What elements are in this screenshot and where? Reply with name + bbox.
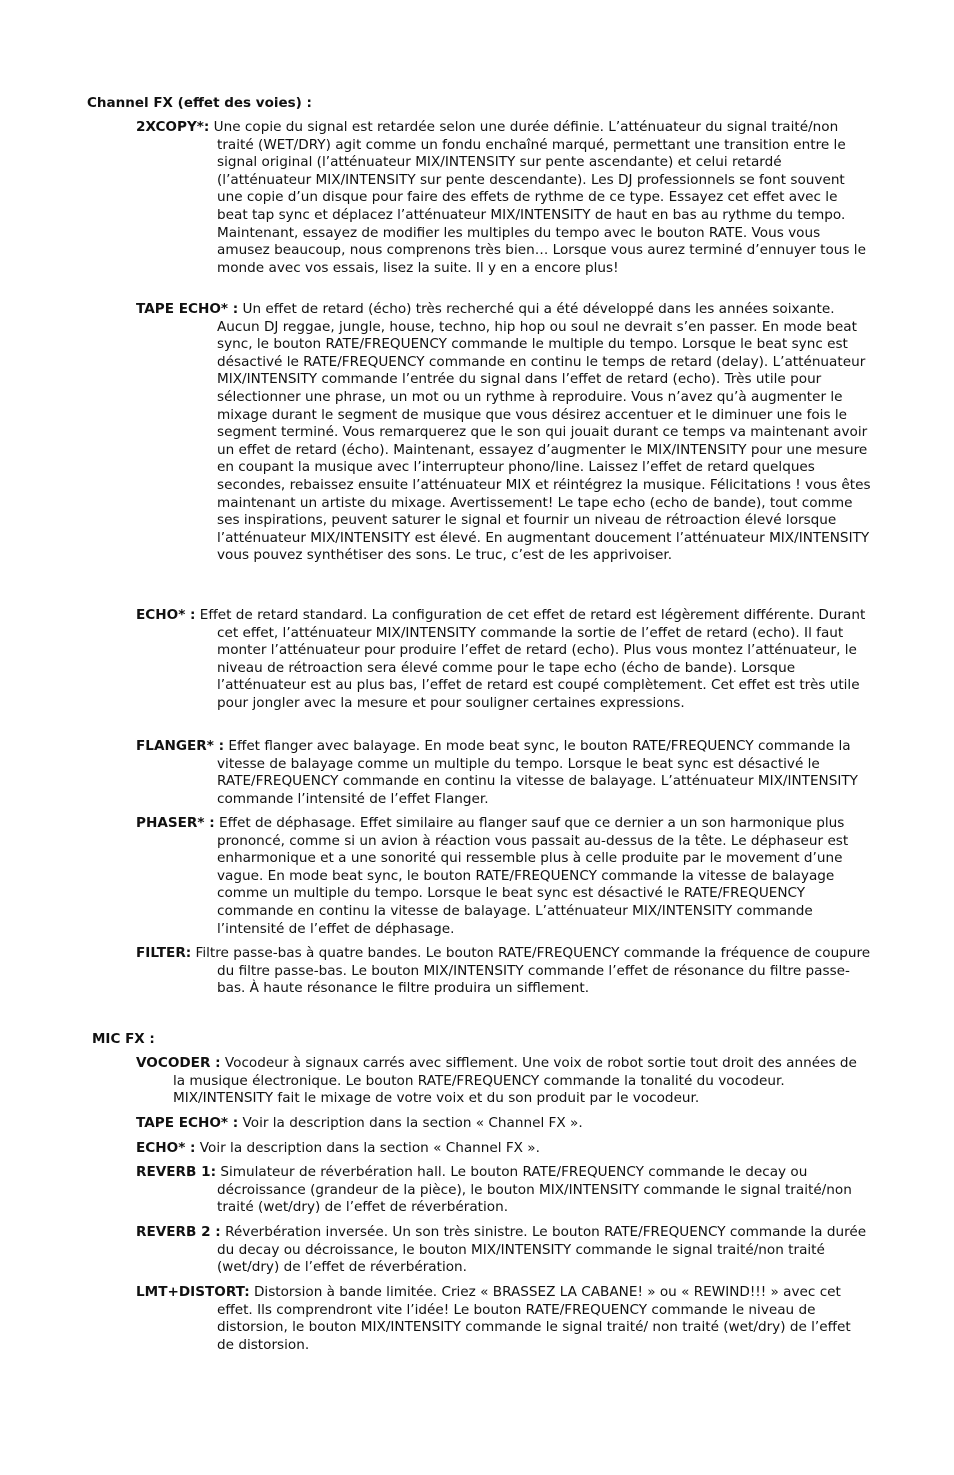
entry-text: Simulateur de réverbération hall. Le bouton RATE/FREQUENCY commande le decay ou décroissance (grandeur de la pièce), le bouton MIX/INTENSITY commande le signal traité/non traité (wet/dry) de l’effet de réverbération. [216, 1164, 852, 1216]
section-title-mic-fx: MIC FX : [92, 1031, 155, 1047]
entry-vocoder [136, 1055, 871, 1108]
entry-lmt-distort [136, 1284, 871, 1354]
entry-term: 2XCOPY*: [136, 119, 210, 135]
entry-text: Réverbération inversée. Un son très sinistre. Le bouton RATE/FREQUENCY commande la durée du decay ou décroissance, le bouton MIX/INTENSITY commande le signal traité/non traité (wet/dry) de l’effet de réverbération. [217, 1224, 867, 1276]
entry-text: Effet de déphasage. Effet similaire au flanger sauf que ce dernier a un son harmonique plus prononcé, comme si un avion à réaction vous passait au-dessus de la tête. Le déphaseur est enharmonique et a une sonorité qui ressemble plus à celle produite par le movement d’une vague. En mode beat sync, le bouton RATE/FREQUENCY commande la vitesse de balayage comme un multiple du tempo. Lorsque le beat sync est désactivé le RATE/FREQUENCY commande en continu la vitesse de balayage. L’atténuateur MIX/INTENSITY commande l’intensité de l’effet de déphasage. [214, 815, 849, 937]
entry-term: TAPE ECHO* : [136, 1115, 239, 1131]
entry-term: REVERB 1: [136, 1164, 217, 1180]
entry-2xcopy [136, 119, 871, 277]
entry-term: FILTER: [136, 945, 192, 961]
entry-text: Une copie du signal est retardée selon une durée définie. L’atténuateur du signal traité/non traité (WET/DRY) agit comme un fondu enchaîné marqué, permettant une transition entre le signal original (l’atténuateur MIX/INTENSITY sur pente ascendante) et celui retardé (l’atténuateur MIX/INTENSITY sur pente descendante). Les DJ professionnels se font souvent une copie d’un disque pour faire des effets de rythme de ce type. Essayez cet effet avec le beat tap sync et déplacez l’atténuateur MIX/INTENSITY de haut en bas au rythme du tempo. Maintenant, essayez de modifier les multiples du tempo avec le bouton RATE. Vous vous amusez beaucoup, nous comprenons très bien… Lorsque vous aurez terminé d’ennuyer tous le monde avec vos essais, lisez la suite. Il y en a encore plus! [209, 119, 866, 276]
entry-text: Effet flanger avec balayage. En mode beat sync, le bouton RATE/FREQUENCY commande la vitesse de balayage comme un multiple du tempo. Lorsque le beat sync est désactivé le RATE/FREQUENCY commande en continu la vitesse de balayage. L’atténuateur MIX/INTENSITY commande l’intensité de l’effet Flanger. [217, 738, 858, 807]
entry-phaser [136, 815, 871, 938]
entry-text: Vocodeur à signaux carrés avec sifflement. Une voix de robot sortie tout droit des années de la musique électronique. Le bouton RATE/FREQUENCY commande la tonalité du vocodeur. MIX/INTENSITY fait le mixage de votre voix et du son produit par le vocodeur. [173, 1055, 857, 1107]
section-title-channel-fx: Channel FX (effet des voies) : [87, 95, 312, 111]
entry-term: REVERB 2 : [136, 1224, 221, 1240]
entry-term: VOCODER : [136, 1055, 221, 1071]
entry-text: Un effet de retard (écho) très recherché qui a été développé dans les années soixante. Aucun DJ reggae, jungle, house, techno, hip hop ou soul ne devrait s’en passer. En mode beat sync, le bouton RATE/FREQUENCY commande le multiple du tempo. Lorsque le beat sync est désactivé le RATE/FREQUENCY commande en continu le temps de retard (delay). L’atténuateur MIX/INTENSITY commande l’entrée du signal dans l’effet de retard (echo). Très utile pour sélectionner une phrase, un mot ou un rythme à reproduire. Vous n’avez qu’à augmenter le mixage durant le segment de musique que vous désirez accentuer et le diminuer une fois le segment terminé. Vous remarquerez que le son qui jouait durant ce temps va maintenant avoir un effet de retard (écho). Maintenant, essayez d’augmenter le MIX/INTENSITY pour une mesure en coupant la musique avec l’interrupteur phono/line. Laissez l’effet de retard quelques secondes, rebaissez ensuite l’atténuateur MIX et réintégrez la musique. Félicitations ! vous êtes maintenant un artiste du mixage. Avertissement! Le tape echo (echo de bande), tout comme ses inspirations, peuvent saturer le signal et fournir un niveau de rétroaction élevé lorsque l’atténuateur MIX/INTENSITY est élevé. En augmentant doucement l’atténuateur MIX/INTENSITY vous pouvez synthétiser des sons. Le truc, c’est de les apprivoiser. [217, 301, 871, 564]
entry-text: Effet de retard standard. La configuration de cet effet de retard est légèrement différente. Durant cet effet, l’atténuateur MIX/INTENSITY commande la sortie de l’effet de retard (echo). Il faut monter l’atténuateur pour produire l’effet de retard (echo). Plus vous montez l’atténuateur, le niveau de rétroaction sera élevé comme pour le tape echo (écho de bande). Lorsque l’atténuateur est au plus bas, l’effet de retard est coupé complètement. Cet effet est très utile pour jongler avec la mesure et pour souligner certaines expressions. [195, 607, 866, 711]
entry-tape-echo [136, 301, 871, 565]
entry-reverb-1 [136, 1164, 871, 1217]
entry-text: Voir la description dans la section « Channel FX ». [238, 1115, 583, 1131]
entry-mic-tape-echo [136, 1115, 871, 1133]
entry-term: ECHO* : [136, 607, 196, 623]
entry-flanger [136, 738, 871, 808]
entry-filter [136, 945, 871, 998]
entry-term: LMT+DISTORT: [136, 1284, 250, 1300]
entry-text: Voir la description dans la section « Channel FX ». [195, 1140, 540, 1156]
entry-term: TAPE ECHO* : [136, 301, 239, 317]
entry-term: FLANGER* : [136, 738, 225, 754]
entry-echo [136, 607, 871, 713]
entry-term: ECHO* : [136, 1140, 196, 1156]
entry-reverb-2 [136, 1224, 871, 1277]
entry-text: Filtre passe-bas à quatre bandes. Le bouton RATE/FREQUENCY commande la fréquence de coupure du filtre passe-bas. Le bouton MIX/INTENSITY commande l’effet de résonance du filtre passe-bas. À haute résonance le filtre produira un sifflement. [191, 945, 871, 997]
entry-mic-echo [136, 1140, 871, 1158]
entry-term: PHASER* : [136, 815, 215, 831]
entry-text: Distorsion à bande limitée. Criez « BRASSEZ LA CABANE! » ou « REWIND!!! » avec cet effet. Ils comprendront vite l’idée! Le bouton RATE/FREQUENCY commande le niveau de distorsion, le bouton MIX/INTENSITY commande le signal traité/ non traité (wet/dry) de l’effet de distorsion. [217, 1284, 851, 1353]
